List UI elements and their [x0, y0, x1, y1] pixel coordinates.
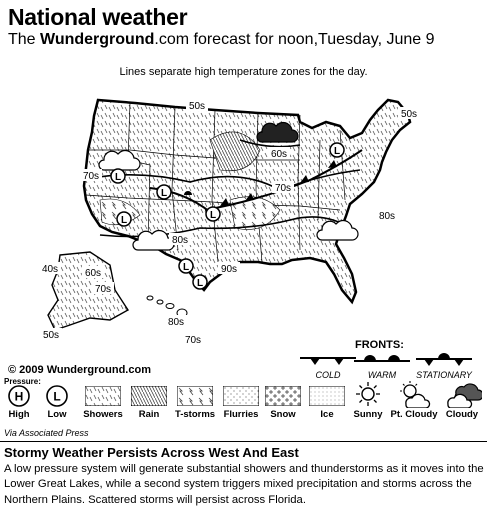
low-label: L [182, 262, 190, 273]
zone-label: 50s [400, 109, 418, 120]
zone-label: 80s [171, 235, 189, 246]
cold-front-legend [298, 350, 358, 380]
zone-label: 60s [270, 149, 288, 160]
cold-front-icon [298, 350, 358, 368]
pressure-label: Pressure: [4, 377, 41, 386]
legend-low [42, 380, 72, 424]
rain-pattern [131, 386, 167, 406]
legend-rain [128, 380, 170, 424]
legend-snow [262, 380, 304, 424]
legend-cloudy [442, 380, 482, 424]
legend-partly-cloudy-label: Pt. Cloudy [390, 409, 438, 420]
fronts-title: FRONTS: [355, 339, 404, 351]
photo-credit: Via Associated Press [4, 428, 89, 438]
zone-label: 50s [42, 330, 60, 341]
zone-label: 70s [82, 171, 100, 182]
stationary-front-icon [414, 350, 474, 368]
legend-rain-label: Rain [138, 409, 160, 420]
svg-text:L: L [53, 389, 61, 404]
subtitle-suffix: .com forecast for noon,Tuesday, June 9 [154, 31, 435, 48]
stationary-front-label: STATIONARY [416, 370, 472, 380]
legend-flurries-label: Flurries [223, 409, 259, 420]
svg-text:H: H [14, 389, 24, 404]
map-subtitle [8, 31, 435, 49]
weather-legend [4, 380, 484, 424]
cloudy-icon [442, 380, 482, 408]
legend-tstorms-label: T-storms [174, 409, 216, 420]
legend-showers-label: Showers [83, 409, 123, 420]
legend-snow-label: Snow [270, 409, 296, 420]
low-pressure-icon [42, 382, 72, 410]
low-label: L [160, 188, 168, 199]
warm-front-legend [352, 350, 412, 380]
low-label: L [120, 215, 128, 226]
zone-lines-note: Lines separate high temperature zones for the day. [119, 66, 368, 78]
low-label: L [196, 278, 204, 289]
zone-label: 60s [84, 268, 102, 279]
legend-showers [82, 380, 124, 424]
low-label: L [209, 210, 217, 221]
zone-label: 70s [184, 335, 202, 346]
legend-sunny-label: Sunny [353, 409, 383, 420]
map-title: National weather [8, 4, 188, 30]
legend-ice [306, 380, 348, 424]
legend-high-label: High [8, 409, 30, 420]
article-headline: Stormy Weather Persists Across West And East [4, 445, 299, 460]
zone-label: 80s [167, 317, 185, 328]
legend-sunny [350, 380, 386, 424]
us-weather-map [0, 80, 487, 380]
zone-label: 70s [274, 183, 292, 194]
hawaii-outline [147, 296, 187, 317]
tstorms-pattern [177, 386, 213, 406]
legend-high [4, 380, 34, 424]
zone-label: 50s [188, 101, 206, 112]
high-pressure-icon [4, 382, 34, 410]
subtitle-prefix: The [8, 31, 41, 48]
copyright: © 2009 Wunderground.com [8, 364, 151, 376]
snow-pattern [265, 386, 301, 406]
divider [0, 441, 487, 442]
flurries-pattern [223, 386, 259, 406]
partly-cloudy-icon [394, 380, 434, 408]
legend-partly-cloudy [390, 380, 438, 424]
low-label: L [333, 146, 341, 157]
zone-label: 80s [378, 211, 396, 222]
ice-pattern [309, 386, 345, 406]
legend-ice-label: Ice [320, 409, 334, 420]
subtitle-brand: Wunderground [40, 31, 155, 48]
zone-label: 70s [94, 284, 112, 295]
zone-label: 90s [220, 264, 238, 275]
warm-front-icon [352, 350, 412, 368]
cold-front-label: COLD [315, 370, 341, 380]
legend-cloudy-label: Cloudy [445, 409, 479, 420]
stationary-front-legend [414, 350, 474, 380]
warm-front-label: WARM [367, 370, 397, 380]
legend-low-label: Low [47, 409, 67, 420]
zone-label: 40s [41, 264, 59, 275]
low-label: L [114, 172, 122, 183]
article-body: A low pressure system will generate substantial showers and thunderstorms as it moves into the Lower Great Lakes, while a second system triggers mixed precipitation and storms across the Northern Plains. Scattered storms will persist across Florida. [4, 463, 484, 506]
showers-pattern [85, 386, 121, 406]
legend-tstorms [174, 380, 216, 424]
sunny-icon [350, 380, 386, 408]
